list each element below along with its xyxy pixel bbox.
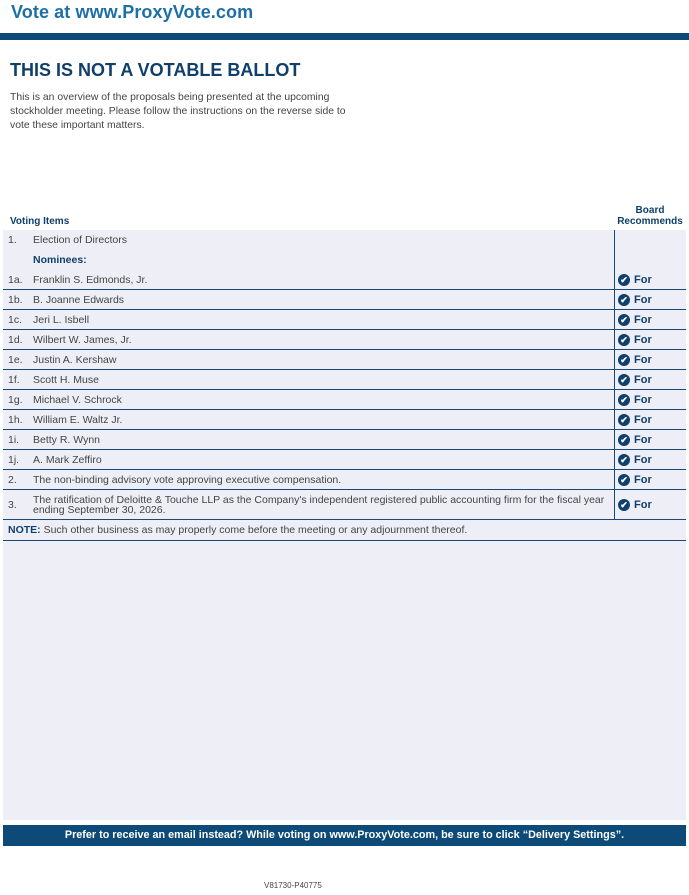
recommendation-label: For xyxy=(634,453,652,466)
table-row xyxy=(3,270,686,290)
item-number: 1j. xyxy=(8,453,20,466)
recommendation-label: For xyxy=(634,293,652,306)
check-circle-icon: ✔ xyxy=(618,414,630,426)
rec-cell xyxy=(614,230,686,250)
check-circle-icon: ✔ xyxy=(618,334,630,346)
note-row xyxy=(3,520,686,541)
board-recommendation xyxy=(618,334,652,346)
voting-table xyxy=(3,230,686,541)
table-row xyxy=(3,290,686,310)
column-header-board-recommends xyxy=(614,205,686,227)
item-text: Michael V. Schrock xyxy=(33,393,122,406)
board-recommendation xyxy=(618,499,652,511)
check-circle-icon: ✔ xyxy=(618,474,630,486)
recommendation-label: For xyxy=(634,413,652,426)
table-row xyxy=(3,390,686,410)
rec-cell xyxy=(614,290,686,309)
column-header-line1: Board xyxy=(635,205,665,216)
table-row xyxy=(3,410,686,430)
item-text: Election of Directors xyxy=(33,234,127,246)
board-recommendation xyxy=(618,414,652,426)
item-number: 1c. xyxy=(8,313,23,326)
item-number: 1d. xyxy=(8,333,23,346)
check-circle-icon: ✔ xyxy=(618,499,630,511)
header-title: Vote at www.ProxyVote.com xyxy=(11,2,254,22)
rec-cell xyxy=(614,330,686,349)
recommendation-label: For xyxy=(634,393,652,406)
check-circle-icon: ✔ xyxy=(618,434,630,446)
recommendation-label: For xyxy=(634,498,652,511)
table-row xyxy=(3,430,686,450)
header-divider xyxy=(0,33,689,40)
table-row xyxy=(3,470,686,490)
document-code: V81730-P40775 xyxy=(264,881,322,890)
item-number: 1b. xyxy=(8,293,23,306)
table-row-election xyxy=(3,230,686,250)
recommendation-label: For xyxy=(634,373,652,386)
board-recommendation xyxy=(618,274,652,286)
board-recommendation xyxy=(618,374,652,386)
item-text: Betty R. Wynn xyxy=(33,433,101,446)
item-text: Wilbert W. James, Jr. xyxy=(33,333,132,346)
table-row xyxy=(3,450,686,470)
board-recommendation xyxy=(618,294,652,306)
note-text xyxy=(3,524,467,536)
rec-cell xyxy=(614,310,686,329)
item-number: 1h. xyxy=(8,413,23,426)
item-text: Justin A. Kershaw xyxy=(33,353,117,366)
board-recommendation xyxy=(618,314,652,326)
recommendation-label: For xyxy=(634,473,652,486)
recommendation-label: For xyxy=(634,353,652,366)
item-number: 1e. xyxy=(8,353,23,366)
table-row-nominees xyxy=(3,250,686,270)
item-text: Jeri L. Isbell xyxy=(33,313,90,326)
rec-cell xyxy=(614,250,686,270)
board-recommendation xyxy=(618,454,652,466)
rec-cell xyxy=(614,410,686,429)
board-recommendation xyxy=(618,354,652,366)
page-title: THIS IS NOT A VOTABLE BALLOT xyxy=(10,60,301,80)
item-text: B. Joanne Edwards xyxy=(33,293,125,306)
rec-cell xyxy=(614,370,686,389)
item-text: Scott H. Muse xyxy=(33,373,99,386)
item-number: 2. xyxy=(8,473,17,486)
item-number: 3. xyxy=(8,498,17,511)
table-row xyxy=(3,370,686,390)
recommendation-label: For xyxy=(634,333,652,346)
item-text: A. Mark Zeffiro xyxy=(33,453,102,466)
rec-cell xyxy=(614,430,686,449)
note-body: Such other business as may properly come before the meeting or any adjournment thereof. xyxy=(40,524,468,536)
rec-cell xyxy=(614,470,686,489)
table-row xyxy=(3,330,686,350)
board-recommendation xyxy=(618,434,652,446)
rec-cell xyxy=(614,490,686,519)
rec-cell xyxy=(614,350,686,369)
table-row xyxy=(3,310,686,330)
note-label: NOTE: xyxy=(8,524,41,536)
rec-cell xyxy=(614,270,686,289)
item-number: 1g. xyxy=(8,393,23,406)
check-circle-icon: ✔ xyxy=(618,454,630,466)
recommendation-label: For xyxy=(634,313,652,326)
delivery-settings-banner: Prefer to receive an email instead? While voting on www.ProxyVote.com, be sure to click “Delivery Settings”. xyxy=(3,825,686,846)
item-number: 1i. xyxy=(8,433,20,446)
recommendation-label: For xyxy=(634,273,652,286)
item-text: Franklin S. Edmonds, Jr. xyxy=(33,273,148,286)
table-row xyxy=(3,350,686,370)
item-text: The ratification of Deloitte & Touche LLP as the Company's independent registered public accounting firm for the fiscal year ending September 30, 2026. xyxy=(33,493,605,516)
item-text: The non-binding advisory vote approving executive compensation. xyxy=(33,473,342,486)
column-header-line2: Recommends xyxy=(617,216,683,227)
intro-text: This is an overview of the proposals being presented at the upcoming stockholder meeting. Please follow the instructions on the reverse side to vote these important matters. xyxy=(10,92,346,131)
item-number: 1a. xyxy=(8,273,23,286)
board-recommendation xyxy=(618,394,652,406)
table-row xyxy=(3,490,686,520)
nominees-label: Nominees: xyxy=(33,254,87,266)
item-number: 1. xyxy=(8,234,17,246)
check-circle-icon: ✔ xyxy=(618,314,630,326)
check-circle-icon: ✔ xyxy=(618,354,630,366)
item-number: 1f. xyxy=(8,373,20,386)
rec-cell xyxy=(614,390,686,409)
check-circle-icon: ✔ xyxy=(618,274,630,286)
check-circle-icon: ✔ xyxy=(618,374,630,386)
board-recommendation xyxy=(618,474,652,486)
item-text: William E. Waltz Jr. xyxy=(33,413,123,426)
column-header-voting-items: Voting Items xyxy=(10,216,70,227)
rec-cell xyxy=(614,450,686,469)
recommendation-label: For xyxy=(634,433,652,446)
check-circle-icon: ✔ xyxy=(618,394,630,406)
check-circle-icon: ✔ xyxy=(618,294,630,306)
